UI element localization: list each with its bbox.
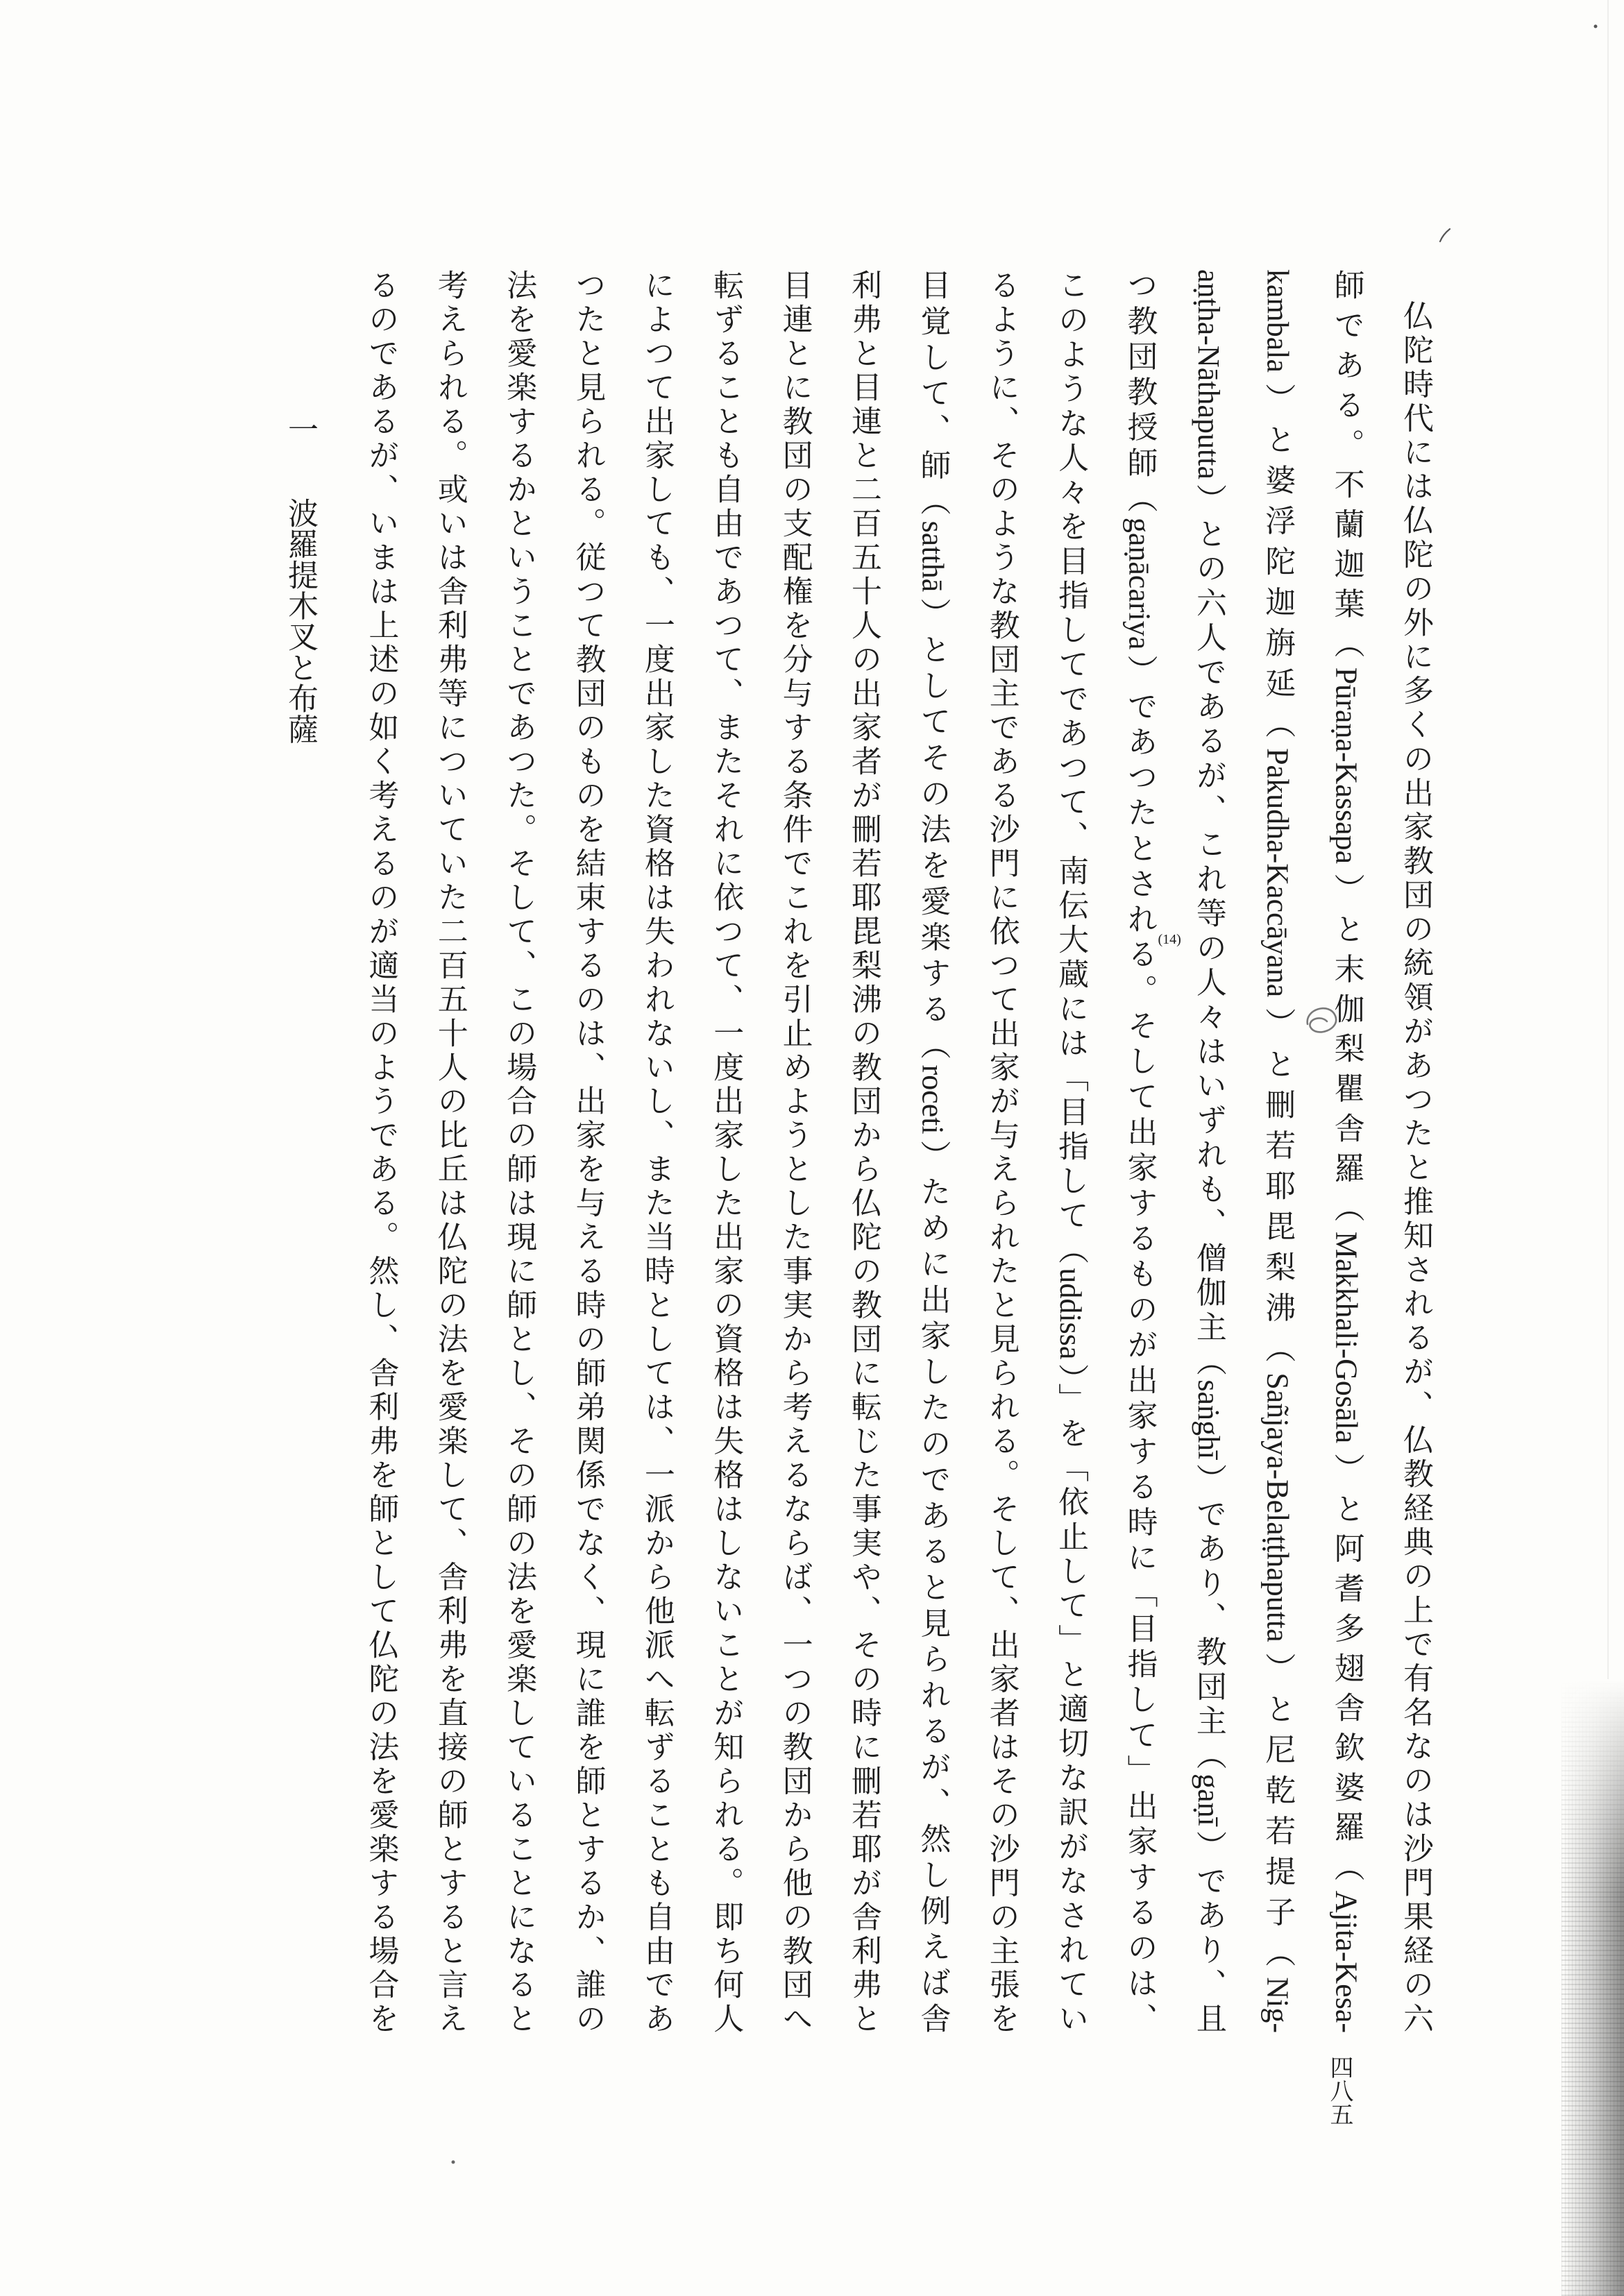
footnote-anchor-char: る xyxy=(1122,938,1157,974)
running-head-title: 波羅提木叉と布薩 xyxy=(283,498,317,745)
scan-edge-shadow xyxy=(1562,1679,1624,2296)
text-column-13: つたと見られる。従つて教団のものを結束するのは、出家を与える時の師弟関係でなく、現に誰を師とするか、誰の xyxy=(570,269,605,2033)
text-column-9: 利弗と目連と二百五十人の出家者が刪若耶毘梨沸の教団から仏陀の教団に転じた事実や、その時に刪若耶が舎利弗と xyxy=(847,269,881,2034)
scan-edge-line xyxy=(1607,0,1609,1679)
text-column-1: 仏陀時代には仏陀の外に多くの出家教団の統領があつたと推知されるが、仏教経典の上で有名なのは沙門果経の六 xyxy=(1398,300,1432,2033)
text-column-7: るように、そのような教団主である沙門に依つて出家が与えられたと見られる。そして、出家者はその沙門の主張を xyxy=(984,269,1019,2033)
text-column-15: 考えられる。或いは舎利弗等についていた二百五十人の比丘は仏陀の法を愛楽して、舎利弗を直接の師とすると言え xyxy=(432,269,467,2034)
ink-dot xyxy=(450,2159,456,2165)
text-column-8: 目覚して、師（satthā）としてその法を愛楽する（roceti）ために出家したのであると見られるが、然し例えば舎 xyxy=(915,269,950,2033)
running-head-chapter-number: 一 xyxy=(283,414,317,444)
text-column-2: 師である。不蘭迦葉（Pūraṇa-Kassapa）と末伽梨瞿舎羅（Makkhali-Gosāla）と阿耆多翅舎欽婆羅（Ajita-Kesa- xyxy=(1329,269,1364,2033)
footnote-ref-14: (14) xyxy=(1158,932,1181,948)
text-column-16: るのであるが、いまは上述の如く考えるのが適当のようである。然し、舎利弗を師として仏陀の法を愛楽する場合を xyxy=(364,269,398,2033)
text-column-12: によつて出家しても、一度出家した資格は失われないし、また当時としては、一派から他派へ転ずることも自由であ xyxy=(639,269,674,2033)
text-column-10: 目連とに教団の支配権を分与する条件でこれを引止めようとした事実から考えるならば、一つの教団から他の教団へ xyxy=(777,269,812,2033)
pencil-tick-mark xyxy=(1437,226,1455,244)
text-column-14: 法を愛楽するかということであつた。そして、この場合の師は現に師とし、その師の法を愛楽していることになると xyxy=(502,269,536,2033)
text-column-4: aṇṭha-Nāthaputta）との六人であるが、これ等の人々はいずれも、僧伽主（saṅghī）であり、教団主（gaṇī）であり、且 xyxy=(1191,269,1226,2033)
text-column-5-after-note: 。そして出家するものが出家する時に「目指して」出家するのは、 xyxy=(1122,973,1157,2034)
text-column-3: kambala）と婆浮陀迦旃延（Pakudha-Kaccāyana）と刪若耶毘梨沸（Sañjaya-Belaṭṭhaputta）と尼乾若提子（Nig- xyxy=(1260,269,1295,2033)
text-column-5-before-note: つ教団教授師（gaṇācariya）であつたとされ xyxy=(1122,269,1157,939)
text-column-6: このような人々を目指してであつて、南伝大蔵には「目指して（uddissa）」を「依止して」と適切な訳がなされてい xyxy=(1054,269,1088,2033)
footnote-anchor xyxy=(1122,932,1181,974)
ink-speck xyxy=(1593,24,1598,29)
text-column-11: 転ずることも自由であつて、またそれに依つて、一度出家した出家の資格は失格はしないことが知られる。即ち何人 xyxy=(709,269,743,2034)
page-number: 四八五 xyxy=(1326,2055,1352,2126)
text-column-5 xyxy=(1105,269,1181,2034)
body-text xyxy=(346,269,1450,2033)
